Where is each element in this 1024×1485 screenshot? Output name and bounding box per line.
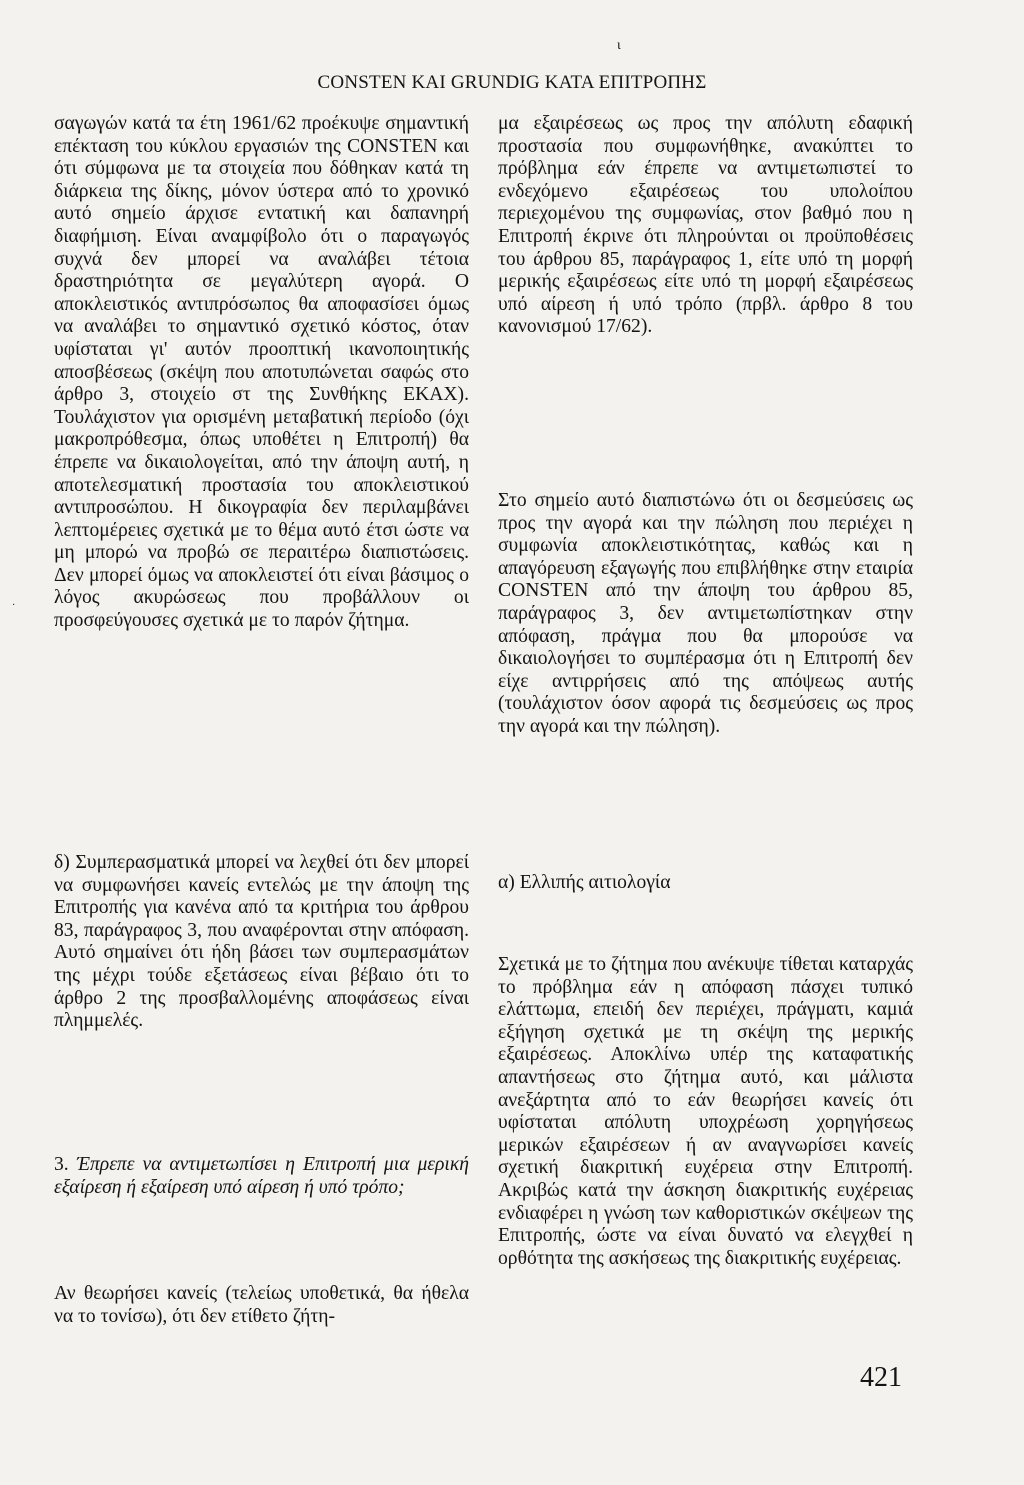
right-column-paragraph-4 xyxy=(498,954,913,1349)
section-number: 3. xyxy=(54,1154,69,1175)
left-section-heading xyxy=(54,1154,469,1224)
right-column-paragraph-2 xyxy=(498,490,913,775)
stray-dot: · xyxy=(12,600,16,611)
left-paragraph-4: Αν θεωρήσει κανείς (τελείως υποθετικά, θα ήθελα να το τονίσω), ότι δεν ετίθετο ζήτη- xyxy=(54,1283,469,1327)
subheading-incomplete-reasoning: α) Ελλιπής αιτιολογία xyxy=(498,872,671,893)
right-paragraph-4: Σχετικά με το ζήτημα που ανέκυψε τίθεται καταρχάς το πρόβλημα εάν η απόφαση πάσχει τυπικό ελάττωμα, επειδή δεν περιέχει, πράγματι, καμιά εξήγηση σχετικά με τη σκέψη της μερικής εξαιρέσεως. Αποκλίνω υπέρ της καταφατικής απαντήσεως στο ζήτημα αυτό, και μάλιστα ανεξάρτητα από το εάν θεωρήσει κανείς ότι υφίσταται απόλυτη υποχρέωση χορηγήσεως μερικών εξαιρέσεων ή αν αναγνωρίσει κανείς σχετική διακριτική ευχέρεια στην Επιτροπή. Ακριβώς κατά την άσκηση διακριτικής ευχέρειας ενδιαφέρει η γνώση των καθοριστικών σκέψεων της Επιτροπής, ώστε να είναι δυνατό να ελεγχθεί η ορθότητα της ασκήσεως της διακριτικής ευχέρειας. xyxy=(498,954,913,1269)
section-question: Έπρεπε να αντιμετωπίσει η Επιτροπή μια μερική εξαίρεση ή εξαίρεση υπό αίρεση ή υπό τρόπο; xyxy=(54,1154,469,1198)
left-column-paragraph-1 xyxy=(54,113,469,758)
left-column-paragraph-2 xyxy=(54,852,469,1064)
right-paragraph-2: Στο σημείο αυτό διαπιστώνω ότι οι δεσμεύσεις ως προς την αγορά και την πώληση που περιέχει η συμφωνία αποκλειστικότητας, καθώς και η απαγόρευση εξαγωγής που επιβλήθηκε στην εταιρία CONSTEN από την άποψη του άρθρου 85, παράγραφος 3, δεν αντιμετωπίστηκαν στην απόφαση, πράγμα που θα μπορούσε να δικαιολογήσει το συμπέρασμα ότι η Επιτροπή δεν είχε αντιρρήσεις από της απόψεως αυτής (τουλάχιστον όσον αφορά τις δεσμεύσεις ως προς την αγορά και την πώληση). xyxy=(498,490,913,737)
right-subheading xyxy=(498,872,913,898)
left-paragraph-2: δ) Συμπερασματικά μπορεί να λεχθεί ότι δεν μπορεί να συμφωνήσει κανείς εντελώς με την άποψη της Επιτροπής για κανένα από τα κριτήρια του άρθρου 83, παράγραφος 3, που αναφέρονται στην απόφαση. Αυτό σημαίνει ότι ήδη βάσει των συμπερασμάτων της μέχρι τούδε εξετάσεως είναι βέβαιο ότι το άρθρο 2 της προσβαλλομένης αποφάσεως είναι πλημμελές. xyxy=(54,852,469,1032)
running-header: CONSTEN KAI GRUNDIG KATA ΕΠΙΤΡΟΠΗΣ xyxy=(317,72,707,93)
left-column-paragraph-4 xyxy=(54,1283,469,1333)
right-paragraph-1: μα εξαιρέσεως ως προς την απόλυτη εδαφική προστασία που συμφωνήθηκε, ανακύπτει το πρόβλημα εάν έπρεπε να αντιμετωπιστεί το ενδεχόμενο εξαιρέσεως του υπολοίπου περιεχομένου της συμφωνίας, στον βαθμό που η Επιτροπή έκρινε ότι πληρούνται οι προϋποθέσεις του άρθρου 85, παράγραφος 1, είτε υπό τη μορφή μερικής εξαιρέσεως είτε υπό τη μορφή εξαιρέσεως υπό αίρεση ή υπό τρόπο (πρβλ. άρθρο 8 του κανονισμού 17/62). xyxy=(498,113,913,338)
right-column-paragraph-1 xyxy=(498,113,913,383)
left-paragraph-1: σαγωγών κατά τα έτη 1961/62 προέκυψε σημαντική επέκταση του κύκλου εργασιών της CONSTEN και ότι σύμφωνα με τα στοιχεία που δόθηκαν κατά τη διάρκεια της δίκης, μόνον ύστερα από το χρονικό αυτό σημείο άρχισε εντατική και δαπανηρή διαφήμιση. Είναι αναμφίβολο ότι ο παραγωγός συχνά δεν μπορεί να αναλάβει τέτοια δραστηριότητα σε μεγαλύτερη αγορά. Ο αποκλειστικός αντιπρόσωπος θα αποφασίσει όμως να αναλάβει το σημαντικό σχετικό κόστος, όταν υφίσταται γι' αυτόν προοπτική ικανοποιητικής αποσβέσεως (σκέψη που αποτυπώνεται σαφώς στο άρθρο 3, στοιχείο στ της Συνθήκης ΕΚΑΧ). Τουλάχιστον για ορισμένη μεταβατική περίοδο (όχι μακροπρόθεσμα, όπως υποθέτει η Επιτροπή) θα έπρεπε να δικαιολογείται, από την άποψη αυτή, η αποτελεσματική προστασία του αποκλειστικού αντιπροσώπου. Η δικογραφία δεν περιλαμβάνει λεπτομέρειες σχετικά με το θέμα αυτό έτσι ώστε να μη μπορώ να προβώ σε περαιτέρω διαπιστώσεις. Δεν μπορεί όμως να αποκλειστεί ότι είναι βάσιμος ο λόγος ακυρώσεως που προβάλλουν οι προσφεύγουσες σχετικά με το παρόν ζήτημα. xyxy=(54,113,469,632)
stray-mark: ι xyxy=(617,38,621,53)
page-number: 421 xyxy=(860,1362,902,1393)
